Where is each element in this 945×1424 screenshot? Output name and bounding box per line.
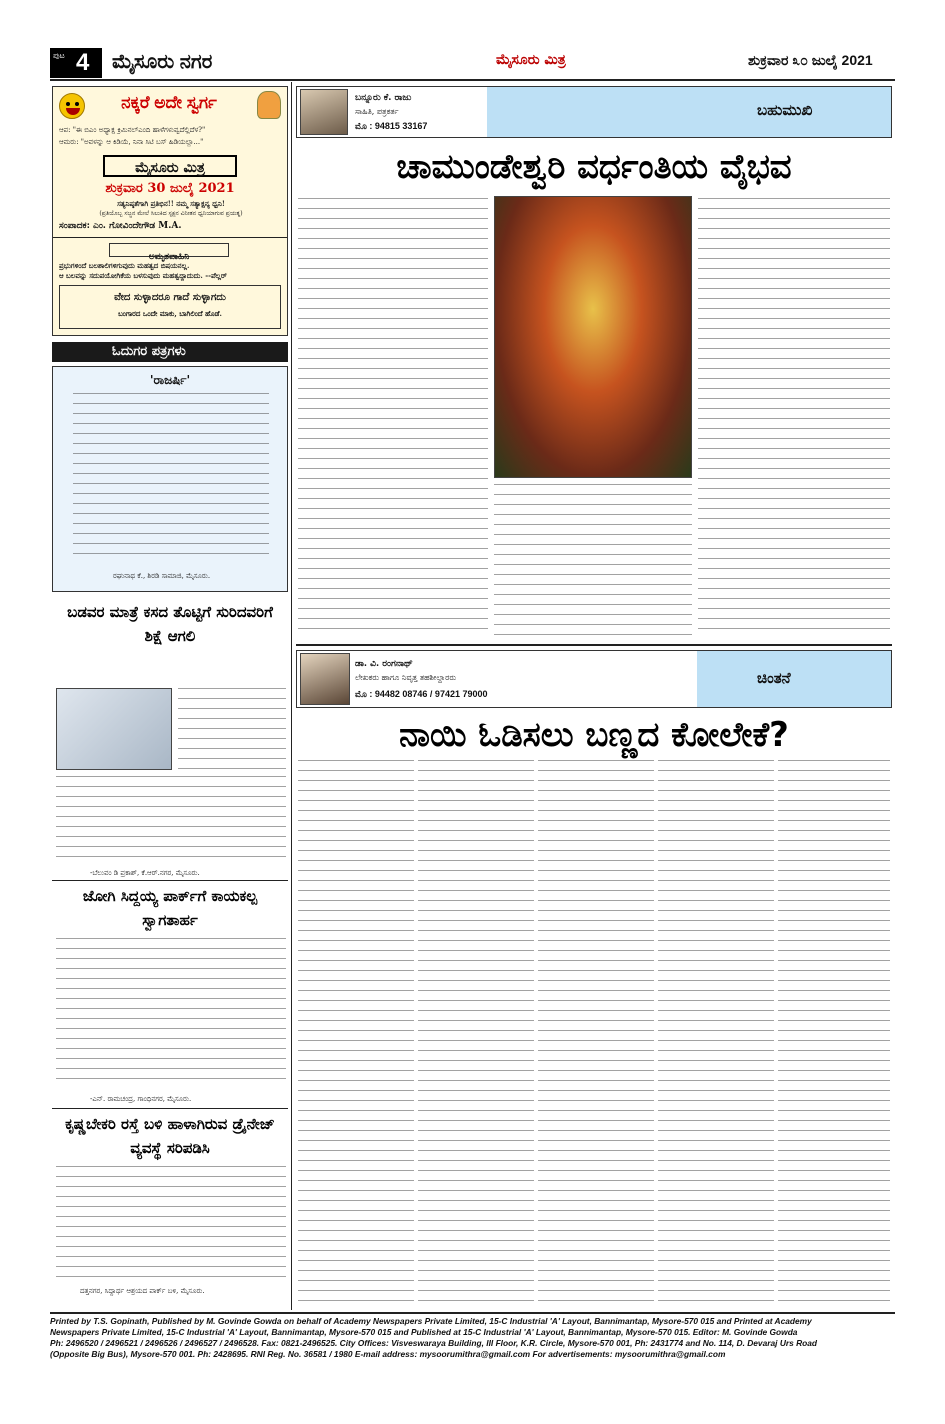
article1-tag: ಬಹುಮುಖಿ [757,101,813,119]
proverb-box [59,285,281,329]
laugh-figure-icon [257,91,281,119]
paper-logo-box [103,155,237,177]
paper-date: ಶುಕ್ರವಾರ 30 ಜುಲೈ 2021 [105,181,235,196]
article1-col1-top [298,198,488,638]
article1-col2-bottom [494,484,692,638]
author2-photo [300,653,350,705]
masthead-logo: ಮೈಸೂರು ಮಿತ್ರ [496,52,566,68]
article2-col5 [778,760,890,1305]
letters-banner [52,342,288,362]
letter2-signature: -ಎನ್. ರಾಮಚಂದ್ರ, ಗಾಂಧಿನಗರ, ಮೈಸೂರು. [90,1095,192,1103]
paper-tagline-1: ಸತ್ಯನಿಷ್ಠತೆಗಾಗಿ ಪ್ರತಿಭಿನ!! ನಮ್ಮ ಸತ್ಯಾಕ್ಷನ್ಯ ಧ್ವನಿ! [117,199,225,208]
page-number: 4 [76,49,90,76]
poem-title: 'ರಾಜರ್ಷಿ' [149,373,191,387]
author2-role: ಲೇಖಕರು ಹಾಗೂ ನಿವೃತ್ತ ತಹಶೀಲ್ದಾರರು [355,673,457,682]
footer-rule [50,1312,895,1314]
quote-title: ಅಮೃತವಾಹಿನಿ [148,252,190,262]
page-number-badge [50,48,102,78]
humor-line-1: ಆಪ: "ಈ ಬಿಎಂ ಅಧ್ಯಾಕ್ಷ ಕ್ರಿಮಿನಲ್‌ಎಂದಿ ಹಾಳೆಗಳುವ್ವದೆಲ್ಲಿದೆಳ?" [59,126,206,134]
quote-line-1: ಪ್ರಭುಗಳಿಂದೆ ಬಲಶಾಲಿಗಳಿಗುವುದು ಮಹತ್ವದ ಬಿಷಯನಲ್ಲ. [59,261,190,270]
letter3-body [56,1166,286,1278]
left-column-divider [291,82,292,1310]
article2-col3 [538,760,654,1305]
letter2-title: ಜೋಗಿ ಸಿದ್ದಯ್ಯ ಪಾರ್ಕ್‌ಗೆ ಕಾಯಕಲ್ಪ ಸ್ವಾಗತಾರ್ಹ [82,887,258,929]
letter1-signature: -ಬೆಲುವಂ ಡಿ ಪ್ರಕಾಶ್, ಕೆ.ಆರ್.ನಗರ, ಮೈಸೂರು. [90,869,200,877]
editor-label: ಸಂಪಾದಕ: [59,221,90,231]
quote-line-4: ಬಂಗಾರದ ಒಂದೇ ಮಾಕು, ಬಾಗಿಲಿಂದೆ ಹೊಡೆ. [118,309,222,318]
footer-line-3: Ph: 2496520 / 2496521 / 2496526 / 2496527 / 2496528. Fax: 0821-2496525. City Offices: Visveswaraya Building, III Floor, K.R. Circle, Mysore-570 001, Ph: 2431774 and No. 114, D. Devaraj Urs Road [50,1338,818,1348]
article2-col4 [658,760,774,1305]
letter1-body [56,776,286,866]
humor-box [52,86,288,336]
article2-col1 [298,760,414,1305]
header-rule [50,79,895,81]
article2-tag: ಚಿಂತನೆ [757,669,791,687]
paper-logo: ಮೈಸೂರು ಮಿತ್ರ [135,160,205,176]
humor-title: ನಕ್ಕರೆ ಅದೇ ಸ್ವರ್ಗ [121,93,217,112]
footer-line-2: Newspapers Private Limited, 15-C Industrial 'A' Layout, Bannimantap, Mysore-570 015 and Published at 15-C Industrial 'A' Layout, Bannimantap, Mysore-570 015. Editor: M. Govinde Gowda [50,1327,798,1337]
article1-headline: ಚಾಮುಂಡೇಶ್ವರಿ ವರ್ಧಂತಿಯ ವೈಭವ [396,147,792,187]
footer-line-1: Printed by T.S. Gopinath, Published by M. Govinde Gowda on behalf of Academy Newspapers Private Limited, 15-C Industrial 'A' Layout, Bannimantap, Mysore-570 015 and Printed at Academy [50,1316,812,1326]
goddess-chamundeshwari-photo [494,196,692,478]
author1-name: ಬನ್ನೂರು ಕೆ. ರಾಜು [355,93,412,103]
article2-headline: ನಾಯಿ ಓಡಿಸಲು ಬಣ್ಣದ ಕೋಲೇಕೆ? [399,715,789,755]
quote-line-3: ವೇದ ಸುಳ್ಳಾದರೂ ಗಾದೆ ಸುಳ್ಳಾಗದು [114,292,226,303]
letter3-signature: ದತ್ತನಗರ, ಸಿದ್ದಾರ್ಥ ಆಶ್ರಯದ ಪಾರ್ಕ್ ಬಳಿ, ಮೈಸೂರು. [80,1287,205,1295]
article1-tag-box [487,87,891,137]
laugh-face-icon [59,93,85,119]
letter1-title: ಬಡವರ ಮಾತ್ರೆ ಕಸದ ತೊಟ್ಟಿಗೆ ಸುರಿದವರಿಗೆ ಶಿಕ್ಷೆ ಆಗಲಿ [67,603,273,645]
letters-banner-text: ಓದುಗರ ಪತ್ರಗಳು [112,344,186,359]
editor-line [59,221,283,231]
author1-photo [300,89,348,135]
letter3-title: ಕೃಷ್ಣಬೇಕರಿ ರಸ್ತೆ ಬಳಿ ಹಾಳಾಗಿರುವ ಡ್ರೈನೇಜ್ ವ್ಯವಸ್ಥೆ ಸರಿಪಡಿಸಿ [65,1115,275,1157]
author1-role: ಸಾಹಿತಿ, ಪತ್ರಕರ್ತ [355,107,399,116]
footer-imprint [50,1316,895,1360]
author1-phone: ಮೊ : 94815 33167 [355,121,428,131]
quote-line-2: ಆ ಬಲವನ್ನು ಸದುಪಯೋಗಿಕೆಯ ಬಳಸುವುದು ಮಹತ್ವದ್ದಾದುದು. --ಪೆಲ್ಲರ್ [59,271,227,280]
paper-tagline-2: (ಪ್ರತಿಯೊಬ್ಬ ಸಜ್ಜನ ಮೇಲೆ ಸಿಲುಕಿದ ಸ್ಪಕ್ಷನ ವಿನೀತನ ಧ್ವನಿಯಾಗುವ ಪ್ರಯತ್ನ) [99,210,243,217]
article1-author-box [296,86,892,138]
editor-name: ಎಂ. ಗೋವಿಂದೇಗೌಡ M.A. [93,221,182,231]
author2-name: ಡಾ. ವಿ. ರಂಗನಾಥ್ [355,659,413,669]
pills-photo [56,688,172,770]
author2-phone: ಮೊ : 94482 08746 / 97421 79000 [355,689,488,699]
poem-signature: ರಘುನಾಥ ಕೆ., ಶಿರಡಿ ಸಾಮಾಜಿ, ಮೈಸೂರು. [113,572,211,580]
article2-tag-box [697,651,891,707]
section-title: ಮೈಸೂರು ನಗರ [112,51,213,73]
page-label: ಪುಟ [53,51,65,60]
quote-title-box [109,243,229,262]
letter2-body [56,938,286,1088]
letter1-body-right [178,688,286,770]
footer-line-4: (Opposite Big Bus), Mysore-570 001. Ph: 2428695. RNI Reg. No. 36581 / 1980 E-mail address: mysoorumithra@gmail.com For advertisements: mysoorumithra@gmail.com [50,1349,726,1359]
poem-box [52,366,288,592]
article2-author-box [296,650,892,708]
humor-line-2: ಆಮರು: "ಅವಳನ್ನು ಆ ಕಿಡಿಯೆ, ನಿನಾ ಸಿಟಿ ಬಸ್ ಹಿಡಿಯಲ್ಲಾ..." [59,138,204,146]
header-date: ಶುಕ್ರವಾರ ೩೦ ಜುಲೈ 2021 [748,52,873,68]
article2-col2 [418,760,534,1305]
article1-col3 [698,198,890,638]
poem-body [73,393,269,561]
